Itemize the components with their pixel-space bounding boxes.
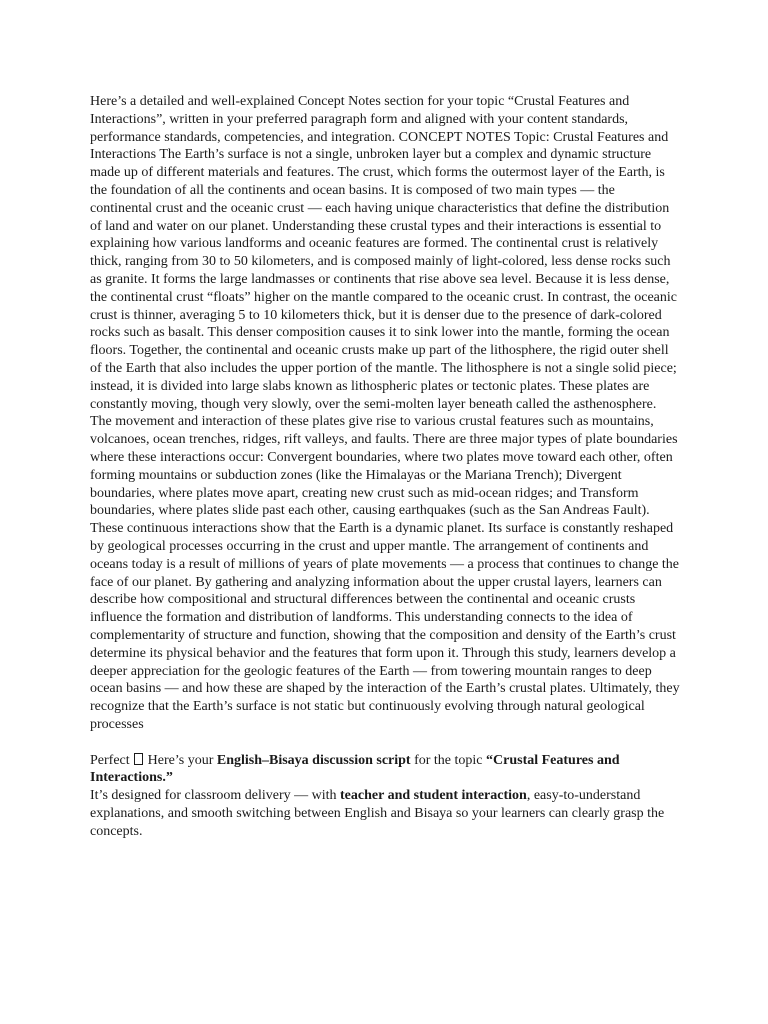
paragraph-spacer xyxy=(90,734,680,752)
design-note-paragraph xyxy=(90,787,680,840)
missing-glyph-icon xyxy=(134,753,143,765)
perfect-word: Perfect xyxy=(90,752,130,768)
interaction-emphasis: teacher and student interaction xyxy=(340,788,527,804)
topic-title: “Crustal Features and Interactions.” xyxy=(90,752,620,786)
script-name: English–Bisaya discussion script xyxy=(216,752,411,768)
script-intro-paragraph xyxy=(90,752,680,788)
concept-notes-paragraph: Here’s a detailed and well-explained Concept Notes section for your topic “Crustal Features and Interactions”, written in your preferred paragraph form and aligned with your content standards, performance standards, competencies, and integration. CONCEPT NOTES Topic: Crustal Features and Interactions The Earth’s surface is not a single, unbroken layer but a complex and dynamic structure made up of different materials and features. The crust, which forms the outermost layer of the Earth, is the foundation of all the continents and ocean basins. It is composed of two main types — the continental crust and the oceanic crust — each having unique characteristics that define the distribution of land and water on our planet. Understanding these crustal types and their interactions is essential to explaining how various landforms and oceanic features are formed. The continental crust is relatively thick, ranging from 30 to 50 kilometers, and is composed mainly of light-colored, less dense rocks such as granite. It forms the large landmasses or continents that rise above sea level. Because it is less dense, the continental crust “floats” higher on the mantle compared to the oceanic crust. In contrast, the oceanic crust is thinner, averaging 5 to 10 kilometers thick, but it is denser due to the presence of dark-colored rocks such as basalt. This denser composition causes it to sink lower into the mantle, forming the ocean floors. Together, the continental and oceanic crusts make up part of the lithosphere, the rigid outer shell of the Earth that also includes the upper portion of the mantle. The lithosphere is not a single solid piece; instead, it is divided into large slabs known as lithospheric plates or tectonic plates. These plates are constantly moving, though very slowly, over the semi-molten layer beneath called the asthenosphere. The movement and interaction of these plates give rise to various crustal features such as mountains, volcanoes, ocean trenches, ridges, rift valleys, and faults. There are three major types of plate boundaries where these interactions occur: Convergent boundaries, where two plates move toward each other, often forming mountains or subduction zones (like the Himalayas or the Mariana Trench); Divergent boundaries, where plates move apart, creating new crust such as mid-ocean ridges; and Transform boundaries, where plates slide past each other, causing earthquakes (such as the San Andreas Fault). These continuous interactions show that the Earth is a dynamic planet. Its surface is constantly reshaped by geological processes occurring in the crust and upper mantle. The arrangement of continents and oceans today is a result of millions of years of plate movements — a process that continues to change the face of our planet. By gathering and analyzing information about the upper crustal layers, learners can describe how compositional and structural differences between the continental and oceanic crusts influence the formation and distribution of landforms. This understanding connects to the idea of complementarity of structure and function, showing that the composition and density of the Earth’s crust determine its physical behavior and the features that form upon it. Through this study, learners develop a deeper appreciation for the geologic features of the Earth — from towering mountain ranges to deep ocean basins — and how these are shaped by the interaction of the Earth’s crustal plates. Ultimately, they recognize that the Earth’s surface is not static but continuously evolving through natural geological processes xyxy=(90,94,680,732)
designed-for-text: It’s designed for classroom delivery — with xyxy=(90,788,337,804)
heres-your-text: Here’s your xyxy=(147,752,214,768)
for-topic-text: for the topic xyxy=(414,752,483,768)
document-page xyxy=(90,93,680,841)
design-note-rest: , easy-to-understand explanations, and smooth switching between English and Bisaya so your learners can clearly grasp the concepts. xyxy=(90,788,665,839)
